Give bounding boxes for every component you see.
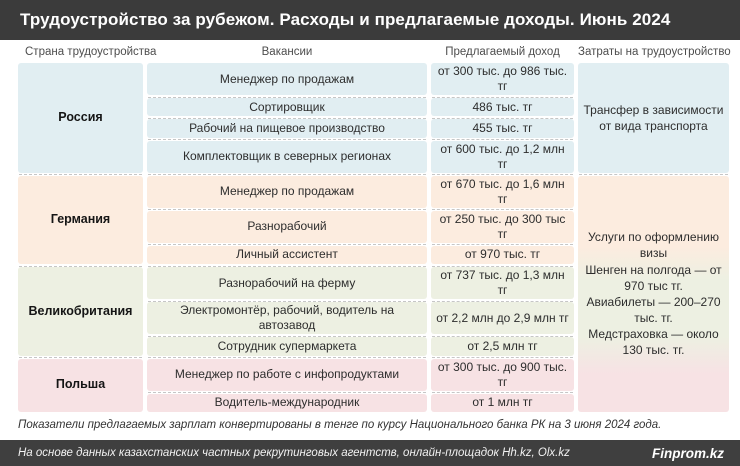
vacancy-cell: Разнорабочий на ферму [147,267,427,299]
vacancy-cell: Электромонтёр, рабочий, водитель на автозавод [147,302,427,334]
column-header-country: Страна трудоустройства [25,46,157,58]
income-cell: 455 тыс. тг [431,119,574,137]
country-cell-poland: Польша [18,359,143,412]
costs-shared-text: Услуги по оформлению визы Шенген на полгода — от 970 тыс тг. Авиабилеты — 200–270 тыс. тг. Медстраховка — около 130 тыс. тг. [585,230,722,358]
income-cell: 486 тыс. тг [431,98,574,116]
vacancy-cell: Личный ассистент [147,246,427,264]
footnote: Показатели предлагаемых зарплат конвертированы в тенге по курсу Национального банка РК на 3 июня 2024 года. [18,419,662,431]
income-cell: от 250 тыс. до 300 тыс тг [431,211,574,243]
vacancy-cell: Менеджер по работе с инфопродуктами [147,359,427,391]
vacancy-cell: Разнорабочий [147,211,427,243]
page-title: Трудоустройство за рубежом. Расходы и предлагаемые доходы. Июнь 2024 [20,10,671,29]
vacancy-cell: Комплектовщик в северных регионах [147,141,427,173]
income-cell: от 670 тыс. до 1,6 млн тг [431,176,574,208]
income-cell: от 737 тыс. до 1,3 млн тг [431,267,574,299]
column-header-income: Предлагаемый доход [445,46,560,58]
table-header [0,40,740,63]
income-cell: от 1 млн тг [431,394,574,412]
income-cell: от 2,5 млн тг [431,337,574,355]
bottom-bar [0,440,740,466]
vacancy-cell: Рабочий на пищевое производство [147,119,427,137]
vacancy-cell: Менеджер по продажам [147,176,427,208]
income-cell: от 600 тыс. до 1,2 млн тг [431,141,574,173]
vacancy-cell: Менеджер по продажам [147,63,427,95]
costs-cell-shared [578,176,729,412]
country-cell-uk: Великобритания [18,267,143,355]
income-cell: от 970 тыс. тг [431,246,574,264]
title-bar [0,0,740,40]
costs-cell-russia: Трансфер в зависимости от вида транспорта [578,63,729,173]
country-cell-russia: Россия [18,63,143,173]
income-cell: от 300 тыс. до 986 тыс. тг [431,63,574,95]
country-cell-germany: Германия [18,176,143,264]
table [0,63,740,412]
vacancy-cell: Сотрудник супермаркета [147,337,427,355]
vacancy-cell: Водитель-международник [147,394,427,412]
income-cell: от 300 тыс. до 900 тыс. тг [431,359,574,391]
income-cell: от 2,2 млн до 2,9 млн тг [431,302,574,334]
data-source: На основе данных казахстанских частных рекрутинговых агентств, онлайн-площадок Hh.kz, Olx.kz [18,447,570,459]
column-header-vacancy: Вакансии [261,46,313,58]
vacancy-cell: Сортировщик [147,98,427,116]
brand-logo: Finprom.kz [651,445,724,461]
column-header-costs: Затраты на трудоустройство [578,46,731,58]
